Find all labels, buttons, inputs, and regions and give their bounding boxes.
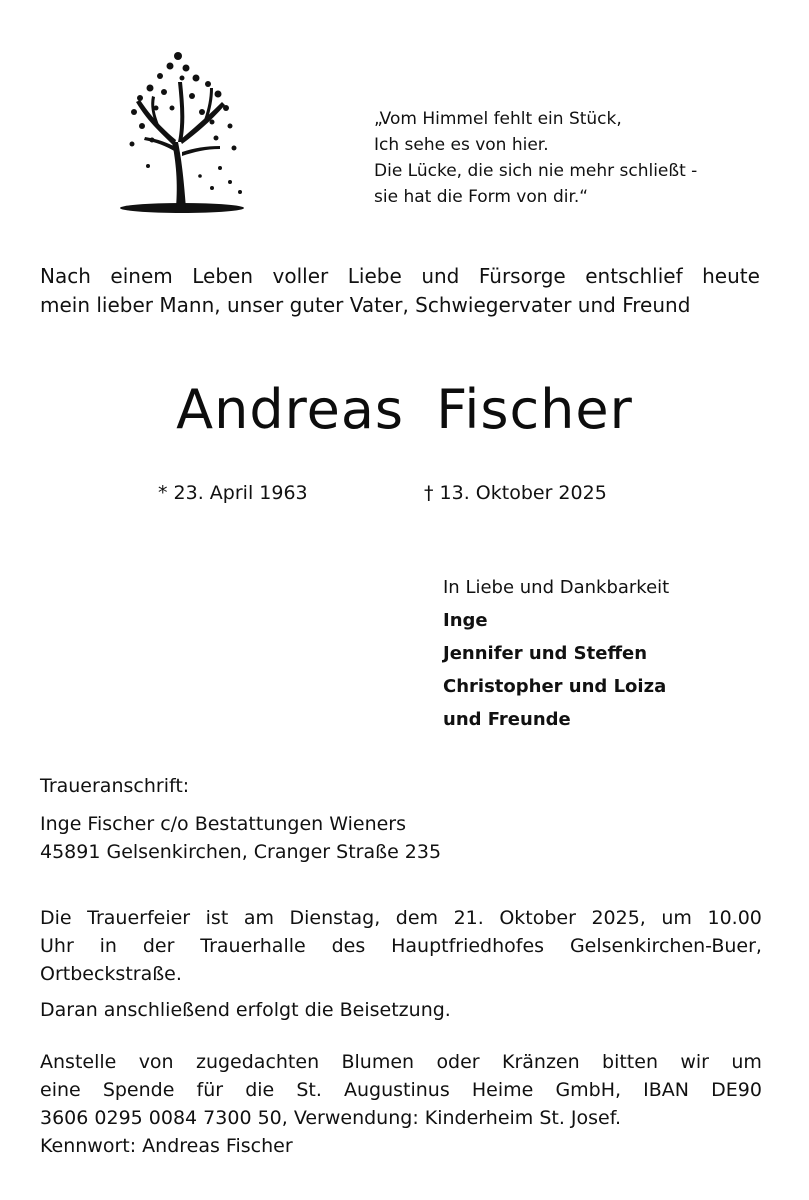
tree-icon — [112, 42, 252, 217]
word: Anstelle — [40, 1051, 117, 1073]
word: St. — [296, 1079, 322, 1101]
word: Trauerfeier — [87, 907, 191, 929]
word: ist — [205, 907, 229, 929]
word: eine — [40, 1079, 81, 1101]
intro-text — [40, 262, 760, 320]
address-label: Traueranschrift: — [40, 775, 190, 797]
word: um — [661, 907, 692, 929]
mourner-name: und Freunde — [443, 709, 571, 730]
word: für — [196, 1079, 224, 1101]
word: Gelsenkirchen-Buer, — [569, 935, 762, 957]
burial-note: Daran anschließend erfolgt die Beisetzung. — [40, 999, 451, 1021]
word: 10.00 — [707, 907, 762, 929]
word: und — [421, 264, 460, 288]
funeral-line-2 — [40, 932, 762, 960]
mourner-name: Inge — [443, 610, 488, 631]
word: Hauptfriedhofes — [391, 935, 545, 957]
word: in — [99, 935, 117, 957]
deceased-name: Andreas Fischer — [176, 378, 633, 441]
word: Die — [40, 907, 72, 929]
word: Fürsorge — [478, 264, 566, 288]
word: Trauerhalle — [200, 935, 306, 957]
word: Heime — [471, 1079, 534, 1101]
word: die — [245, 1079, 275, 1101]
word: der — [142, 935, 175, 957]
donation-line-2 — [40, 1076, 762, 1104]
word: Liebe — [347, 264, 402, 288]
poem-line: sie hat die Form von dir.“ — [374, 187, 589, 207]
funeral-line-1 — [40, 904, 762, 932]
word: des — [331, 935, 366, 957]
mourners-lead: In Liebe und Dankbarkeit — [443, 577, 670, 598]
mourning-address — [40, 772, 441, 866]
funeral-line-3: Ortbeckstraße. — [40, 963, 182, 985]
word: dem — [395, 907, 439, 929]
poem-line: Die Lücke, die sich nie mehr schließt - — [374, 161, 698, 181]
word: wir — [680, 1051, 709, 1073]
word: entschlief — [585, 264, 683, 288]
birth-date: * 23. April 1963 — [158, 482, 308, 504]
mourner-name: Jennifer und Steffen — [443, 643, 648, 664]
word: zugedachten — [195, 1051, 320, 1073]
mourner-name: Christopher und Loiza — [443, 676, 667, 697]
address-line: Inge Fischer c/o Bestattungen Wieners — [40, 813, 407, 835]
word: Dienstag, — [289, 907, 381, 929]
word: heute — [702, 264, 760, 288]
word: bitten — [602, 1051, 658, 1073]
word: Nach — [40, 264, 91, 288]
death-date: † 13. Oktober 2025 — [424, 482, 607, 504]
poem-quote — [374, 106, 697, 210]
word: GmbH, — [555, 1079, 622, 1101]
donation-keyword: Kennwort: Andreas Fischer — [40, 1135, 293, 1157]
word: Uhr — [40, 935, 74, 957]
word: oder — [436, 1051, 480, 1073]
word: 21. — [453, 907, 484, 929]
word: Blumen — [341, 1051, 415, 1073]
word: Oktober — [499, 907, 576, 929]
word: Augustinus — [344, 1079, 450, 1101]
poem-line: Ich sehe es von hier. — [374, 135, 549, 155]
funeral-info — [40, 904, 762, 1024]
donation-line-1 — [40, 1048, 762, 1076]
word: voller — [272, 264, 329, 288]
word: 2025, — [591, 907, 646, 929]
address-line: 45891 Gelsenkirchen, Cranger Straße 235 — [40, 841, 442, 863]
donation-line-3: 3606 0295 0084 7300 50, Verwendung: Kinderheim St. Josef. — [40, 1107, 622, 1129]
word: DE90 — [711, 1079, 762, 1101]
mourners-block — [443, 571, 669, 736]
word: am — [243, 907, 274, 929]
intro-line-2: mein lieber Mann, unser guter Vater, Schwiegervater und Freund — [40, 293, 691, 317]
word: Kränzen — [501, 1051, 580, 1073]
intro-line-1 — [40, 262, 760, 291]
word: Spende — [102, 1079, 175, 1101]
word: IBAN — [643, 1079, 690, 1101]
word: Leben — [192, 264, 254, 288]
word: einem — [110, 264, 173, 288]
word: von — [138, 1051, 174, 1073]
poem-line: „Vom Himmel fehlt ein Stück, — [374, 109, 622, 129]
donation-info — [40, 1048, 762, 1160]
word: um — [731, 1051, 762, 1073]
